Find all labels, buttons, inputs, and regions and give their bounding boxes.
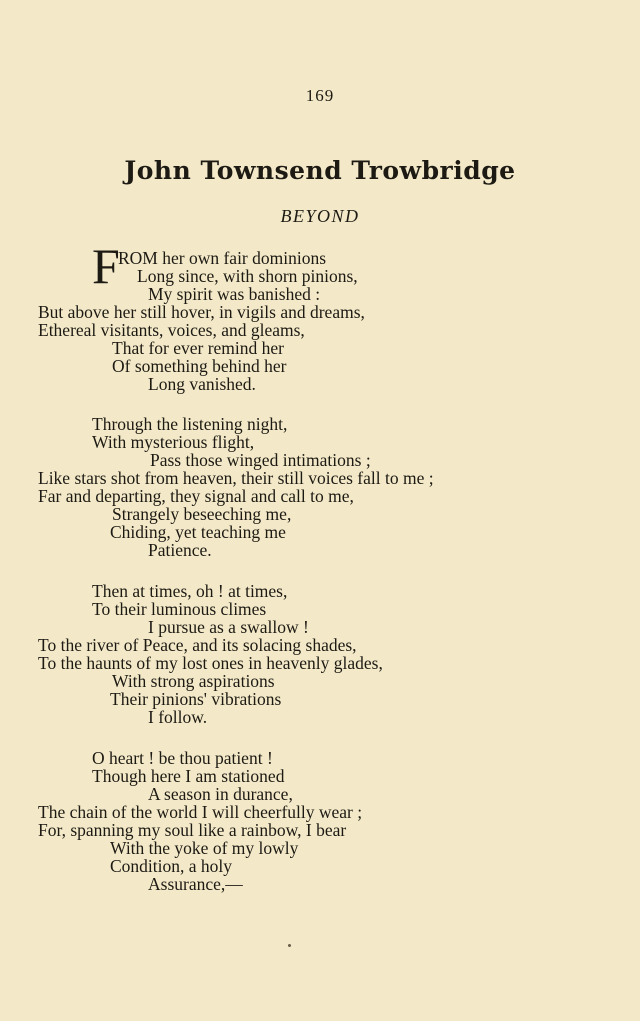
poem-line: For, spanning my soul like a rainbow, I bear bbox=[38, 820, 347, 840]
poem-line: O heart ! be thou patient ! bbox=[92, 748, 273, 768]
poem-line: Through the listening night, bbox=[92, 414, 288, 434]
poem-line: Chiding, yet teaching me bbox=[110, 522, 286, 542]
poem-line: Though here I am stationed bbox=[92, 766, 285, 786]
poem-line: Of something behind her bbox=[112, 356, 287, 376]
poem-line: Condition, a holy bbox=[110, 856, 233, 876]
poem-line: Far and departing, they signal and call to me, bbox=[38, 486, 354, 506]
poem-line: Long vanished. bbox=[148, 374, 256, 394]
poem-line: The chain of the world I will cheerfully wear ; bbox=[38, 802, 363, 822]
poem-line: Like stars shot from heaven, their still voices fall to me ; bbox=[38, 468, 434, 488]
poem-title: BEYOND bbox=[280, 206, 360, 226]
poem-line: Long since, with shorn pinions, bbox=[137, 266, 358, 286]
poem-line: Ethereal visitants, voices, and gleams, bbox=[38, 320, 305, 340]
poem-line: To the river of Peace, and its solacing shades, bbox=[38, 635, 357, 655]
printer-dot bbox=[288, 944, 291, 947]
poem-line: A season in durance, bbox=[148, 784, 293, 804]
author-heading: John Townsend Trowbridge bbox=[124, 156, 516, 185]
poem-line: Their pinions' vibrations bbox=[110, 689, 282, 709]
poem-line: Pass those winged intimations ; bbox=[150, 450, 371, 470]
poem-line: To the haunts of my lost ones in heavenly glades, bbox=[38, 653, 383, 673]
poem-line: Then at times, oh ! at times, bbox=[92, 581, 288, 601]
page-number: 169 bbox=[305, 86, 335, 105]
poem-line: With mysterious flight, bbox=[92, 432, 255, 452]
poem-line: Patience. bbox=[148, 540, 212, 560]
poem-line: But above her still hover, in vigils and dreams, bbox=[38, 302, 365, 322]
poem-line: Assurance,— bbox=[148, 874, 243, 894]
poem-line: I pursue as a swallow ! bbox=[148, 617, 309, 637]
poem-line: ROM her own fair dominions bbox=[118, 248, 327, 268]
poem-line: That for ever remind her bbox=[112, 338, 285, 358]
poem-line: With the yoke of my lowly bbox=[110, 838, 299, 858]
poem-line: I follow. bbox=[148, 707, 208, 727]
poem-line: My spirit was banished : bbox=[148, 284, 321, 304]
poem-line: With strong aspirations bbox=[112, 671, 275, 691]
poem-line: To their luminous climes bbox=[92, 599, 267, 619]
drop-cap: F bbox=[92, 238, 120, 294]
poem-line: Strangely beseeching me, bbox=[112, 504, 292, 524]
